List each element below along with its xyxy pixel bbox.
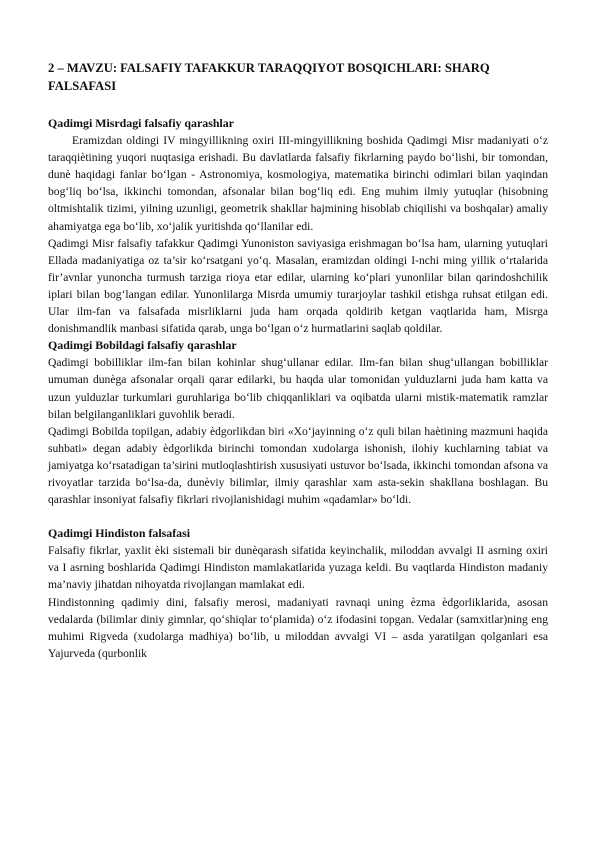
section-bobil	[48, 337, 548, 508]
section-hindiston	[48, 525, 548, 662]
section-misr	[48, 115, 548, 337]
paragraph: Falsafiy fikrlar, yaxlit ѐki sistemali bir dunѐqarash sifatida keyinchalik, miloddan avvalgi II asrning oxiri va I asrning boshlarida Qadimgi Hindiston mamlakatlarida yuzaga keldi. Bu vaqtlarda Hindiston madaniy ma’naviy jihatdan nihoyatda rivojlangan mamlakat edi.	[48, 544, 548, 592]
document-page	[48, 60, 548, 662]
document-title: 2 – MAVZU: FALSAFIY TAFAKKUR TARAQQIYOT BOSQICHLARI: SHARQ FALSAFASI	[48, 61, 490, 93]
section-heading-misr: Qadimgi Misrdagi falsafiy qarashlar	[48, 116, 234, 130]
paragraph: Qadimgi Bobilda topilgan, adabiy ѐdgorlikdan biri «Xo‘jayinning o‘z quli bilan haѐtining mazmuni haqida suhbati» degan adabiy ѐdgorlikda birinchi tomondan xudolarga ishonish, ilohiy kuchlarning tabiat va jamiyatga ko‘rsatadigan ta’sirini mutloqlashtirish xususiyati ustuvor bo‘lsada, ikkinchi tomondan afsona va rivoyatlar tarzida bo‘lsa-da, dunѐviy bilimlar, ilmiy qarashlar xam asta-sekin shakllana boshlagan. Bu qarashlar insoniyat falsafiy fikrlari rivojlanishidagi muhim «qadamlar» bo‘ldi.	[48, 424, 548, 507]
paragraph: Eramizdan oldingi IV mingyillikning oxiri III-mingyillikning boshida Qadimgi Misr madaniyati o‘z taraqqiѐtining yuqori nuqtasiga erishadi. Bu davlatlarda falsafiy fikrlarning paydo bo‘lishi, bir tomondan, dunѐ haqidagi fanlar bo‘lgan - Astronomiya, kosmologiya, matematika birinchi odimlari bilan yaqindan bog‘liq bo‘lsa, ikkinchi tomondan, afsonalar bilan bog‘liq edi. Eng muhim ilmiy yutuqlar (hisobning oltmishtalik tizimi, yilning uzunligi, geometrik shakllar hajmining hisoblab chiqilishi va boshqalar) amaliy ahamiyatga ega bo‘lib, xo‘jalik yuritishda qo‘llanilar edi.	[48, 134, 548, 233]
section-heading-bobil: Qadimgi Bobildagi falsafiy qarashlar	[48, 338, 237, 353]
paragraph: Hindistonning qadimiy dini, falsafiy merosi, madaniyati ravnaqi uning ѐzma ѐdgorliklarida, asosan vedalarda (bilimlar diniy gimnlar, qo‘shiqlar to‘plamida) o‘z ifodasini topgan. Vedalar (samxitlar)ning eng muhimi Rigveda (xudolarga madhiya) bo‘lib, u miloddan avvalgi VI – asda yaratilgan qolganlari esa Yajurveda (qurbonlik	[48, 595, 548, 660]
paragraph: Qadimgi bobilliklar ilm-fan bilan kohinlar shug‘ullanar edilar. Ilm-fan bilan shug‘ullangan bobilliklar umuman dunѐga afsonalar orqali qarar edilarki, bu haqda ular tomonidan yulduzlarni juda ham katta va uzun yulduzlar turkumlari guruhlariga bo‘lib chiqqanliklari va oqibatda ularni mistik-matematik ramzlar bilan belgilanganliklari guvohlik beradi.	[48, 356, 548, 421]
section-heading-hindiston: Qadimgi Hindiston falsafasi	[48, 526, 191, 541]
paragraph: Qadimgi Misr falsafiy tafakkur Qadimgi Yunoniston saviyasiga erishmagan bo‘lsa ham, ularning yutuqlari Ellada madaniyatiga oz ta’sir ko‘rsatgani yo‘q. Masalan, eramizdan oldingi I-nchi ming yillik o‘rtalarida fir’avnlar yunoncha turmush tarziga rioya etar edilar, ularning ko‘plari yunonlilar bilan qarindoshchilik iplari bilan bog‘langan edilar. Yunonlilarga Misrda umumiy turarjoylar tashkil etishga ruhsat etilgan edi. Ular ilm-fan va falsafada misrliklarni juda ham orqada qoldirib ketgan vaqtlarida ham, Misrga donishmandlik manbasi sifatida qarab, unga bo‘lgan o‘z hurmatlarini saqlab qoldilar.	[48, 236, 548, 336]
